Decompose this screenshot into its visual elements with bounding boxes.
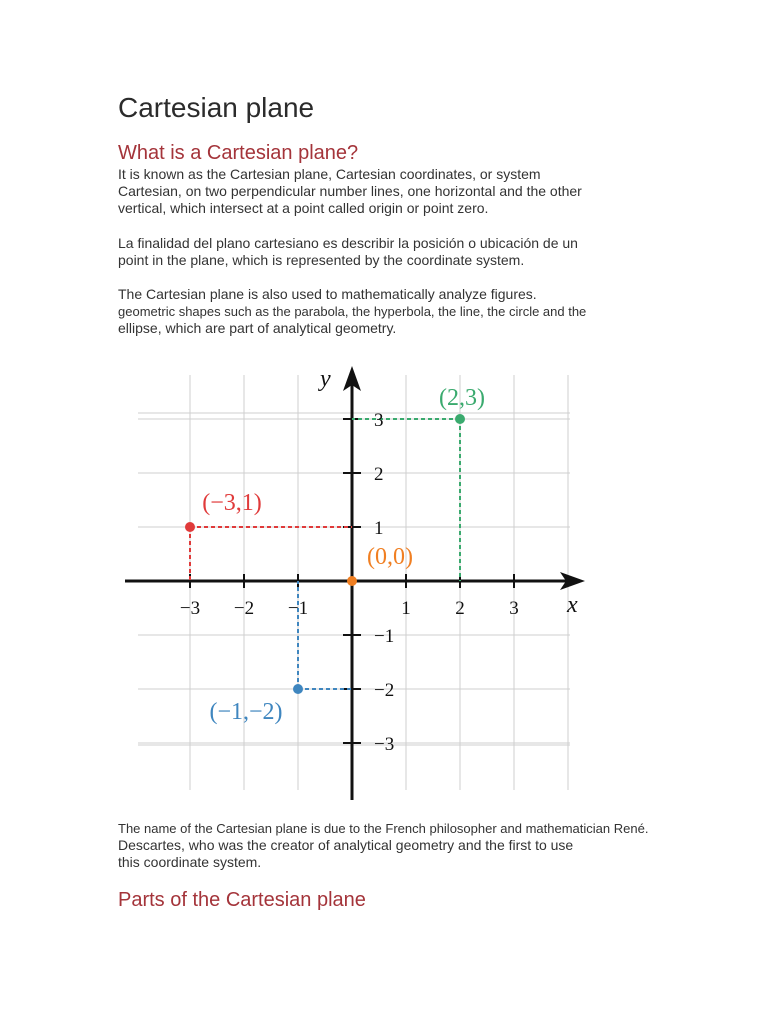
point-marker [293,684,303,694]
point-label: (−3,1) [202,490,262,516]
paragraph-line: geometric shapes such as the parabola, the hyperbola, the line, the circle and the [118,304,587,319]
paragraph-line: La finalidad del plano cartesiano es describir la posición o ubicación de un [118,235,578,251]
paragraph-line: The name of the Cartesian plane is due to the French philosopher and mathematician René. [118,821,649,836]
x-axis-label: x [567,592,578,618]
paragraph-analysis [118,286,658,337]
paragraph-line: Cartesian, on two perpendicular number lines, one horizontal and the other [118,183,582,199]
paragraph-line: The Cartesian plane is also used to mathematically analyze figures. [118,286,537,302]
y-axis-label: y [320,366,331,392]
y-tick-label: 3 [374,410,384,431]
y-tick-label: 1 [374,518,384,539]
x-tick-label: −3 [179,598,201,619]
paragraph-line: ellipse, which are part of analytical geometry. [118,320,397,336]
y-tick-label: −1 [374,626,395,647]
point-label: (0,0) [367,544,413,570]
section-heading-parts: Parts of the Cartesian plane [118,889,366,911]
section-heading-what-is: What is a Cartesian plane? [118,142,359,164]
x-tick-label: 3 [509,598,519,619]
paragraph-line: vertical, which intersect at a point called origin or point zero. [118,200,489,216]
paragraph-definition [118,166,658,217]
paragraph-line: point in the plane, which is represented by the coordinate system. [118,252,525,268]
y-tick-label: −2 [374,680,395,701]
point-marker [455,414,465,424]
x-tick-label: 1 [401,598,411,619]
y-tick-label: 2 [374,464,384,485]
paragraph-descartes [118,820,658,871]
x-tick-label: −2 [233,598,255,619]
paragraph-line: Descartes, who was the creator of analytical geometry and the first to use [118,837,574,853]
points [185,385,485,725]
cartesian-plane-figure [120,360,600,805]
guide-lines [190,419,460,689]
paragraph-line: this coordinate system. [118,854,262,870]
paragraph-purpose [118,235,658,269]
x-tick-label: 2 [455,598,465,619]
point-marker [347,576,357,586]
point-label: (2,3) [439,385,485,411]
paragraph-line: It is known as the Cartesian plane, Cartesian coordinates, or system [118,166,541,182]
y-tick-label: −3 [374,734,395,755]
point-label: (−1,−2) [209,699,283,725]
page-title: Cartesian plane [118,92,315,123]
point-marker [185,522,195,532]
x-tick-label: −1 [287,598,309,619]
